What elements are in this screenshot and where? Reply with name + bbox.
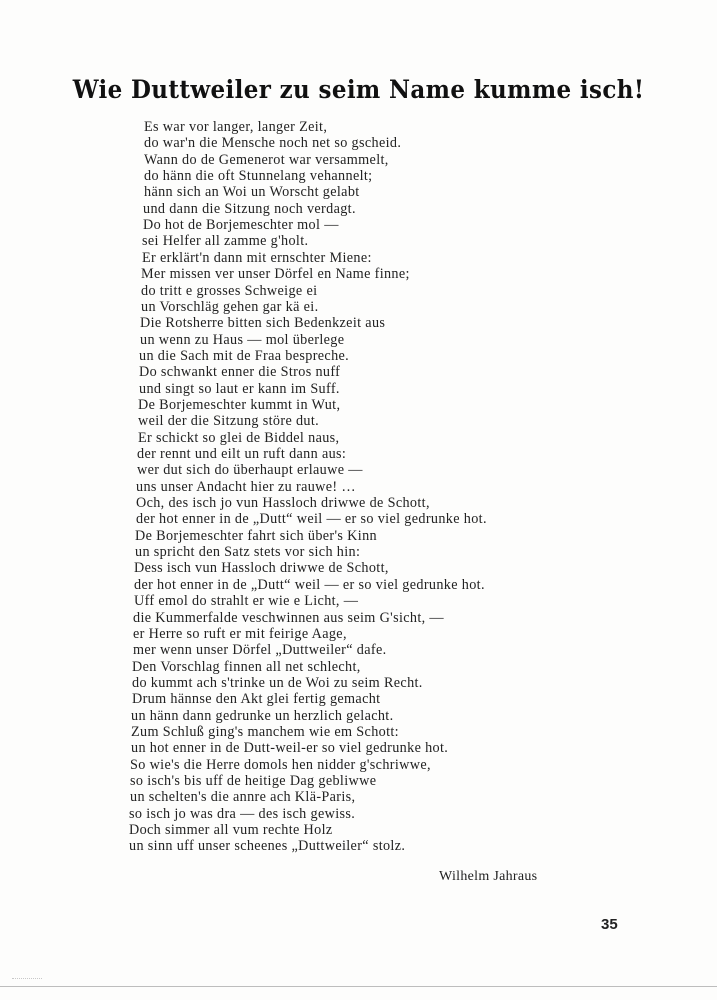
poem-line: De Borjemeschter fahrt sich über's Kinn xyxy=(135,527,377,544)
poem-line: un schelten's die annre ach Klä-Paris, xyxy=(130,789,356,806)
scan-speckle xyxy=(12,978,42,980)
poem-line: do hänn die oft Stunnelang vehannelt; xyxy=(144,168,373,185)
poem-line: Die Rotsherre bitten sich Bedenkzeit aus xyxy=(140,315,386,332)
poem-line: un hot enner in de Dutt-weil-er so viel gedrunke hot. xyxy=(131,740,449,757)
poem-line: Wann do de Gemenerot war versammelt, xyxy=(144,151,389,168)
poem-line: Zum Schluß ging's manchem wie em Schott: xyxy=(131,723,399,740)
poem-line: Dess isch vun Hassloch driwwe de Schott, xyxy=(134,560,389,577)
poem-line: un hänn dann gedrunke un herzlich gelacht. xyxy=(131,707,394,724)
page-bottom-edge xyxy=(0,986,717,987)
poem-line: der rennt und eilt un ruft dann aus: xyxy=(137,446,347,462)
poem-title: Wie Duttweiler zu seim Name kumme isch! xyxy=(72,74,645,104)
poem-line: do war'n die Mensche noch net so gscheid. xyxy=(144,135,402,152)
poem-line: un spricht den Satz stets vor sich hin: xyxy=(135,544,361,561)
poem-line: un wenn zu Haus — mol überlege xyxy=(140,331,345,348)
poem-line: Es war vor langer, langer Zeit, xyxy=(144,119,328,135)
poem-line: der hot enner in de „Dutt“ weil — er so viel gedrunke hot. xyxy=(136,511,487,528)
poem-line: so isch's bis uff de heitige Dag gebliwwe xyxy=(130,773,377,789)
poem-line: hänn sich an Woi un Worscht gelabt xyxy=(144,184,360,201)
poem-line: So wie's die Herre domols hen nidder g'schriwwe, xyxy=(130,756,431,773)
poem-line: uns unser Andacht hier zu rauwe! … xyxy=(136,478,356,495)
poem-line: Drum hännse den Akt glei fertig gemacht xyxy=(132,691,381,708)
poem-line: un die Sach mit de Fraa bespreche. xyxy=(139,347,350,364)
poem-line: Uff emol do strahlt er wie e Licht, — xyxy=(134,593,359,610)
poem-line: so isch jo was dra — des isch gewiss. xyxy=(129,805,356,822)
page-number: 35 xyxy=(601,916,618,933)
poem-line: De Borjemeschter kummt in Wut, xyxy=(138,396,341,413)
poem-line: Doch simmer all vum rechte Holz xyxy=(129,822,333,839)
poem-line: Den Vorschlag finnen all net schlecht, xyxy=(132,658,361,675)
poem-line: er Herre so ruft er mit feirige Aage, xyxy=(133,625,347,642)
poem-line: sei Helfer all zamme g'holt. xyxy=(142,233,309,250)
poem-line: und singt so laut er kann im Suff. xyxy=(139,380,340,397)
poem-line: Er erklärt'n dann mit ernschter Miene: xyxy=(142,249,372,266)
poem-line: Och, des isch jo vun Hassloch driwwe de Schott, xyxy=(136,495,430,512)
poem-line: weil der die Sitzung störe dut. xyxy=(138,413,320,430)
poem-line: wer dut sich do überhaupt erlauwe — xyxy=(137,462,363,479)
poem-line: der hot enner in de „Dutt“ weil — er so viel gedrunke hot. xyxy=(134,576,485,593)
poem-line: do kummt ach s'trinke un de Woi zu seim Recht. xyxy=(132,674,423,691)
poem-line: un sinn uff unser scheenes „Duttweiler“ stolz. xyxy=(129,838,406,855)
poem-line: die Kummerfalde veschwinnen aus seim G'sicht, — xyxy=(133,609,444,626)
poem-line: Mer missen ver unser Dörfel en Name finne; xyxy=(141,266,410,283)
poem-line: Do hot de Borjemeschter mol — xyxy=(143,217,339,234)
poem-line: Er schickt so glei de Biddel naus, xyxy=(138,429,340,446)
poem-line: do tritt e grosses Schweige ei xyxy=(141,282,318,299)
poem-line: un Vorschläg gehen gar kä ei. xyxy=(141,298,319,315)
author-signature: Wilhelm Jahraus xyxy=(439,869,538,884)
poem-line: und dann die Sitzung noch verdagt. xyxy=(143,200,356,217)
poem-line: mer wenn unser Dörfel „Duttweiler“ dafe. xyxy=(133,642,387,659)
poem-line: Do schwankt enner die Stros nuff xyxy=(139,364,341,381)
